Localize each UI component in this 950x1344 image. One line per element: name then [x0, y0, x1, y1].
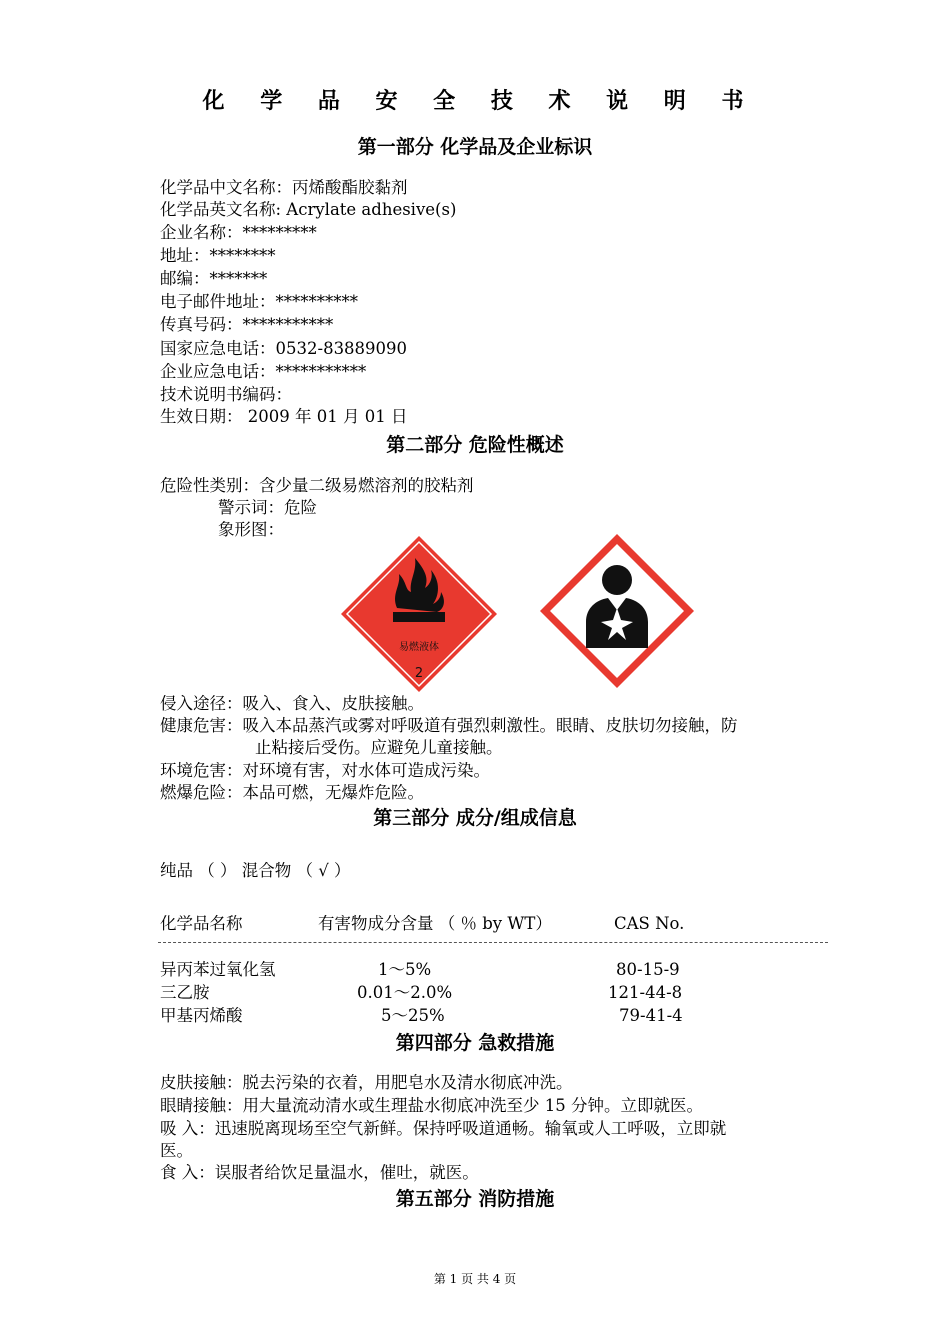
table-row-name: 三乙胺	[160, 983, 210, 1002]
company-name-line: 企业名称：*********	[160, 223, 317, 242]
section-heading-part4: 第四部分 急救措施	[395, 1032, 555, 1054]
explosion-hazard-line: 燃爆危险：本品可燃，无爆炸危险。	[160, 783, 424, 802]
column-header-content: 有害物成分含量 （ ％ by WT）	[318, 914, 552, 933]
table-row-cas: 121-44-8	[608, 983, 683, 1002]
section-heading-part2: 第二部分 危险性概述	[386, 434, 564, 456]
fax-line: 传真号码：***********	[160, 315, 334, 334]
effective-date-line: 生效日期： 2009 年 01 月 01 日	[160, 407, 408, 426]
pictogram-text: 易燃液体	[399, 642, 439, 653]
environment-hazard-line: 环境危害：对环境有害，对水体可造成污染。	[160, 761, 490, 780]
section-heading-part3: 第三部分 成分/组成信息	[373, 807, 577, 829]
pictogram-number: 2	[414, 666, 424, 681]
email-line: 电子邮件地址：**********	[160, 292, 358, 311]
health-hazard-line-1: 健康危害：吸入本品蒸汽或雾对呼吸道有强烈刺激性。眼睛、皮肤切勿接触，防	[160, 716, 738, 735]
ingestion-line: 食 入：误服者给饮足量温水，催吐，就医。	[160, 1163, 479, 1182]
english-name-line: 化学品英文名称: Acrylate adhesive(s)	[160, 200, 457, 219]
postcode-line: 邮编：*******	[160, 269, 268, 288]
inhalation-line-1: 吸 入：迅速脱离现场至空气新鲜。保持呼吸道通畅。输氧或人工呼吸，立即就	[160, 1119, 727, 1138]
signal-word-line: 警示词：危险	[218, 498, 317, 517]
table-divider	[158, 942, 828, 943]
chinese-name-line: 化学品中文名称：丙烯酸酯胶黏剂	[160, 178, 408, 197]
entry-routes-line: 侵入途径：吸入、食入、皮肤接触。	[160, 694, 424, 713]
column-header-name: 化学品名称	[160, 914, 243, 933]
table-row-name: 异丙苯过氧化氢	[160, 960, 276, 979]
column-header-cas: CAS No.	[614, 914, 685, 933]
table-row-name: 甲基丙烯酸	[160, 1006, 243, 1025]
flammable-liquid-pictogram	[335, 530, 503, 698]
health-hazard-line-2: 止粘接后受伤。应避免儿童接触。	[255, 738, 503, 757]
national-emergency-phone-line: 国家应急电话：0532-83889090	[160, 339, 408, 358]
substance-type-line: 纯品 （ ） 混合物 （ √ ）	[160, 861, 351, 880]
table-row-content: 0.01～2.0%	[357, 983, 453, 1002]
table-row-cas: 80-15-9	[616, 960, 680, 979]
pictogram-label: 象形图：	[218, 520, 284, 539]
page-footer: 第 1 页 共 4 页	[433, 1272, 517, 1286]
section-heading-part1: 第一部分 化学品及企业标识	[357, 136, 593, 158]
table-row-cas: 79-41-4	[619, 1006, 683, 1025]
company-emergency-phone-line: 企业应急电话：***********	[160, 362, 367, 381]
health-hazard-pictogram	[536, 530, 698, 692]
table-row-content: 5～25%	[381, 1006, 445, 1025]
sds-code-line: 技术说明书编码：	[160, 385, 292, 404]
hazard-class-line: 危险性类别：含少量二级易燃溶剂的胶粘剂	[160, 476, 474, 495]
section-heading-part5: 第五部分 消防措施	[395, 1188, 555, 1210]
inhalation-line-2: 医。	[160, 1141, 193, 1160]
document-title: 化 学 品 安 全 技 术 说 明 书	[202, 89, 758, 114]
address-line: 地址：********	[160, 246, 276, 265]
skin-contact-line: 皮肤接触：脱去污染的衣着，用肥皂水及清水彻底冲洗。	[160, 1073, 573, 1092]
table-row-content: 1～5%	[378, 960, 432, 979]
eye-contact-line: 眼睛接触：用大量流动清水或生理盐水彻底冲洗至少 15 分钟。立即就医。	[160, 1096, 703, 1115]
